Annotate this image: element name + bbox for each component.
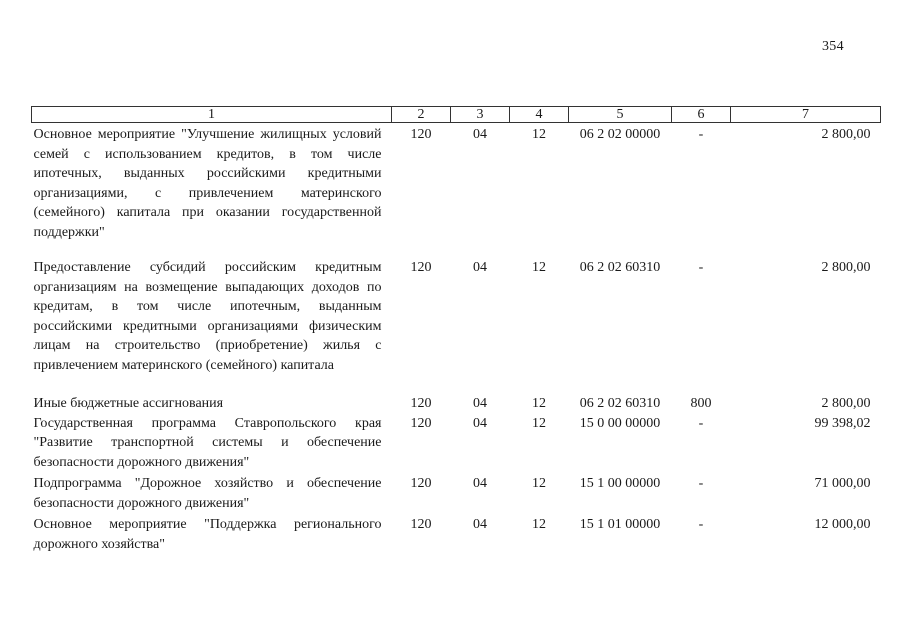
- row-amount: 2 800,00: [821, 396, 871, 411]
- row-target: 06 2 02 00000: [579, 127, 661, 142]
- row-target: 15 0 00 00000: [579, 415, 661, 431]
- row-section: 04: [473, 127, 487, 142]
- header-col-6: 6: [672, 107, 731, 123]
- table-row: [32, 258, 881, 394]
- row-section: 04: [473, 476, 487, 491]
- row-ministry: 120: [410, 396, 432, 411]
- header-col-2: 2: [392, 107, 451, 123]
- header-col-1: 1: [32, 107, 392, 123]
- row-amount: 71 000,00: [814, 476, 871, 491]
- row-ministry: 120: [410, 476, 432, 491]
- table-row: [32, 123, 881, 259]
- row-target: 06 2 02 60310: [579, 260, 661, 275]
- row-amount: 99 398,02: [814, 415, 871, 431]
- row-section: 04: [473, 260, 487, 275]
- table-row: [32, 474, 881, 515]
- row-subsection: 12: [532, 476, 546, 491]
- row-subsection: 12: [532, 127, 546, 142]
- row-expense-type: -: [698, 415, 704, 431]
- row-name: Подпрограмма "Дорожное хозяйство и обеспечение безопасности дорожного движения": [33, 476, 382, 511]
- row-target: 06 2 02 60310: [579, 396, 661, 411]
- row-ministry: 120: [410, 517, 432, 532]
- row-expense-type: -: [698, 517, 704, 532]
- row-amount: 2 800,00: [821, 127, 871, 142]
- row-section: 04: [473, 415, 487, 431]
- row-name: Государственная программа Ставропольского края "Развитие транспортной системы и обеспечение безопасности дорожного движения": [33, 415, 382, 470]
- row-name: Основное мероприятие "Поддержка регионального дорожного хозяйства": [33, 517, 382, 552]
- row-ministry: 120: [410, 260, 432, 275]
- row-expense-type: -: [698, 127, 704, 142]
- row-expense-type: -: [698, 260, 704, 275]
- row-section: 04: [473, 517, 487, 532]
- table-row: [32, 394, 881, 414]
- row-name: Основное мероприятие "Улучшение жилищных условий семей с использованием кредитов, в том числе ипотечных, выданных российскими кредитными организациями, с привлечением материнского (семейного) капитала при оказании государственной поддержки": [33, 127, 382, 240]
- header-col-4: 4: [510, 107, 569, 123]
- row-name: Предоставление субсидий российским кредитным организациям на возмещение выпадающих доходов по кредитам, в том числе ипотечным, выданным российскими кредитными организациями физическим лицам на строительство (приобретение) жилья с привлечением материнского (семейного) капитала: [33, 260, 382, 373]
- table-row: [32, 414, 881, 475]
- row-ministry: 120: [410, 127, 432, 142]
- row-target: 15 1 00 00000: [579, 476, 661, 491]
- header-col-5: 5: [569, 107, 672, 123]
- table-row: [32, 515, 881, 554]
- row-name: Иные бюджетные ассигнования: [33, 396, 224, 411]
- header-col-7: 7: [731, 107, 881, 123]
- row-subsection: 12: [532, 260, 546, 275]
- row-subsection: 12: [532, 396, 546, 411]
- row-subsection: 12: [532, 415, 546, 431]
- row-target: 15 1 01 00000: [579, 517, 661, 532]
- row-expense-type: 800: [690, 396, 712, 411]
- row-section: 04: [473, 396, 487, 411]
- row-ministry: 120: [410, 415, 432, 431]
- row-expense-type: -: [698, 476, 704, 491]
- header-col-3: 3: [451, 107, 510, 123]
- budget-table: [31, 106, 881, 554]
- row-amount: 12 000,00: [814, 517, 871, 532]
- row-subsection: 12: [532, 517, 546, 532]
- page-number: 354: [822, 39, 844, 54]
- table-header-row: [32, 107, 881, 123]
- row-amount: 2 800,00: [821, 260, 871, 275]
